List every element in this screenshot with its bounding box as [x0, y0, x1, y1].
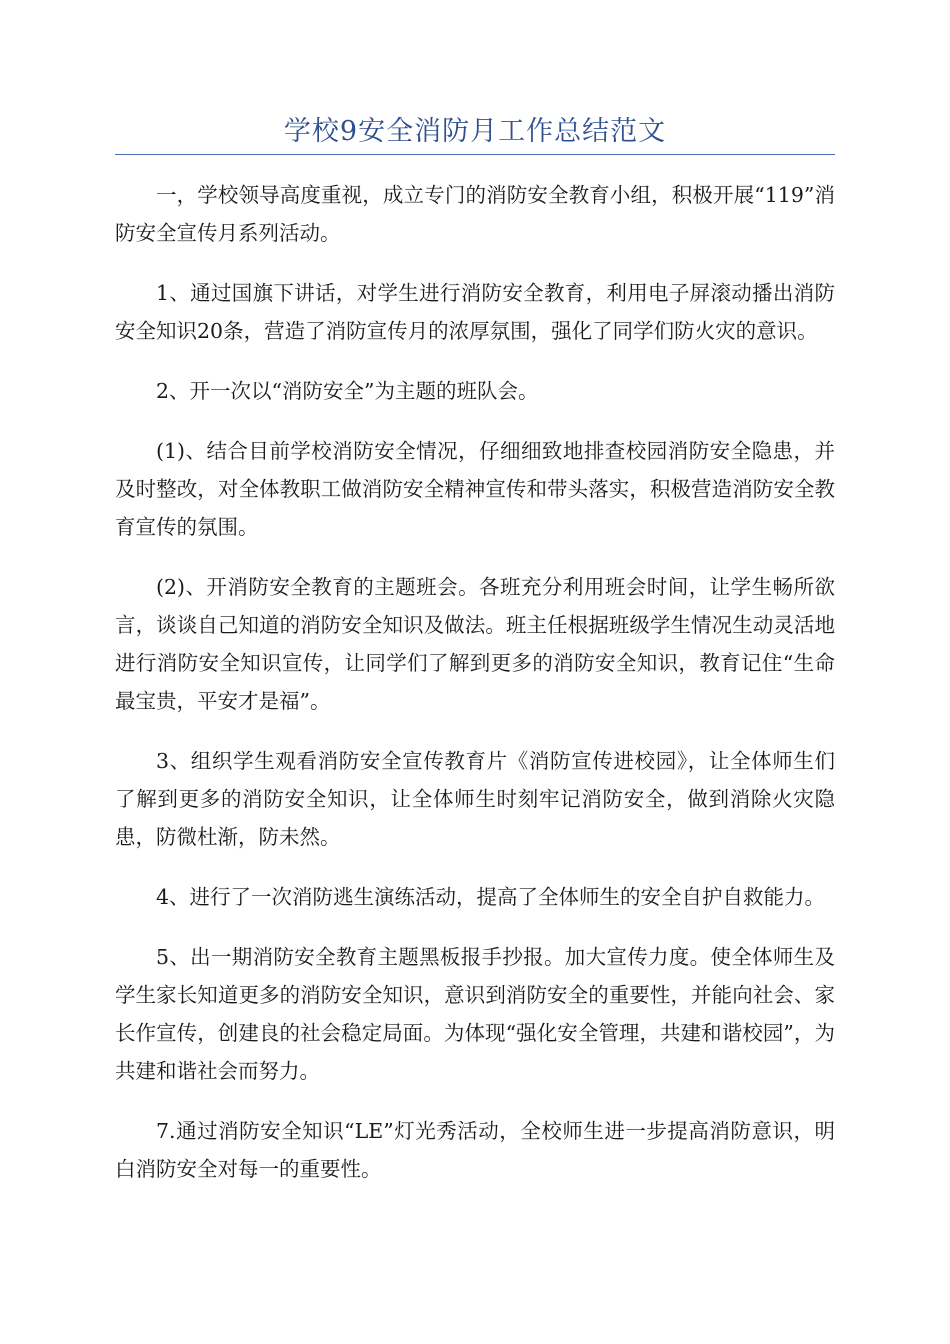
- document-body: [115, 176, 835, 1210]
- document-title: 学校9安全消防月工作总结范文: [283, 116, 667, 147]
- paragraph-item-2: 2、开一次以“消防安全”为主题的班队会。: [156, 379, 539, 403]
- paragraph-item-3: 3、组织学生观看消防安全宣传教育片《消防宣传进校园》，让全体师生们了解到更多的消防安全知识，让全体师生时刻牢记消防安全，做到消除火灾隐患，防微杜渐，防未然。: [115, 749, 835, 849]
- paragraph-item-7: 7.通过消防安全知识“LE”灯光秀活动，全校师生进一步提高消防意识，明白消防安全对每一的重要性。: [115, 1119, 835, 1181]
- paragraph-item-1: 1、通过国旗下讲话，对学生进行消防安全教育，利用电子屏滚动播出消防安全知识20条，营造了消防宣传月的浓厚氛围，强化了同学们防火灾的意识。: [115, 281, 835, 343]
- paragraph-item-5: 5、出一期消防安全教育主题黑板报手抄报。加大宣传力度。使全体师生及学生家长知道更多的消防安全知识，意识到消防安全的重要性，并能向社会、家长作宣传，创建良的社会稳定局面。为体现“强化安全管理，共建和谐校园”，为共建和谐社会而努力。: [115, 945, 835, 1083]
- paragraph-item-2-sub-1: (1)、结合目前学校消防安全情况，仔细细致地排查校园消防安全隐患，并及时整改，对全体教职工做消防安全精神宣传和带头落实，积极营造消防安全教育宣传的氛围。: [115, 439, 835, 539]
- paragraph-intro: 一，学校领导高度重视，成立专门的消防安全教育小组，积极开展“119”消防安全宣传月系列活动。: [115, 183, 835, 245]
- paragraph-item-4: 4、进行了一次消防逃生演练活动，提高了全体师生的安全自护自救能力。: [156, 885, 826, 909]
- paragraph-item-2-sub-2: (2)、开消防安全教育的主题班会。各班充分利用班会时间，让学生畅所欲言，谈谈自己知道的消防安全知识及做法。班主任根据班级学生情况生动灵活地进行消防安全知识宣传，让同学们了解到更多的消防安全知识，教育记住“生命最宝贵，平安才是福”。: [115, 575, 835, 713]
- title-underline: [115, 154, 835, 155]
